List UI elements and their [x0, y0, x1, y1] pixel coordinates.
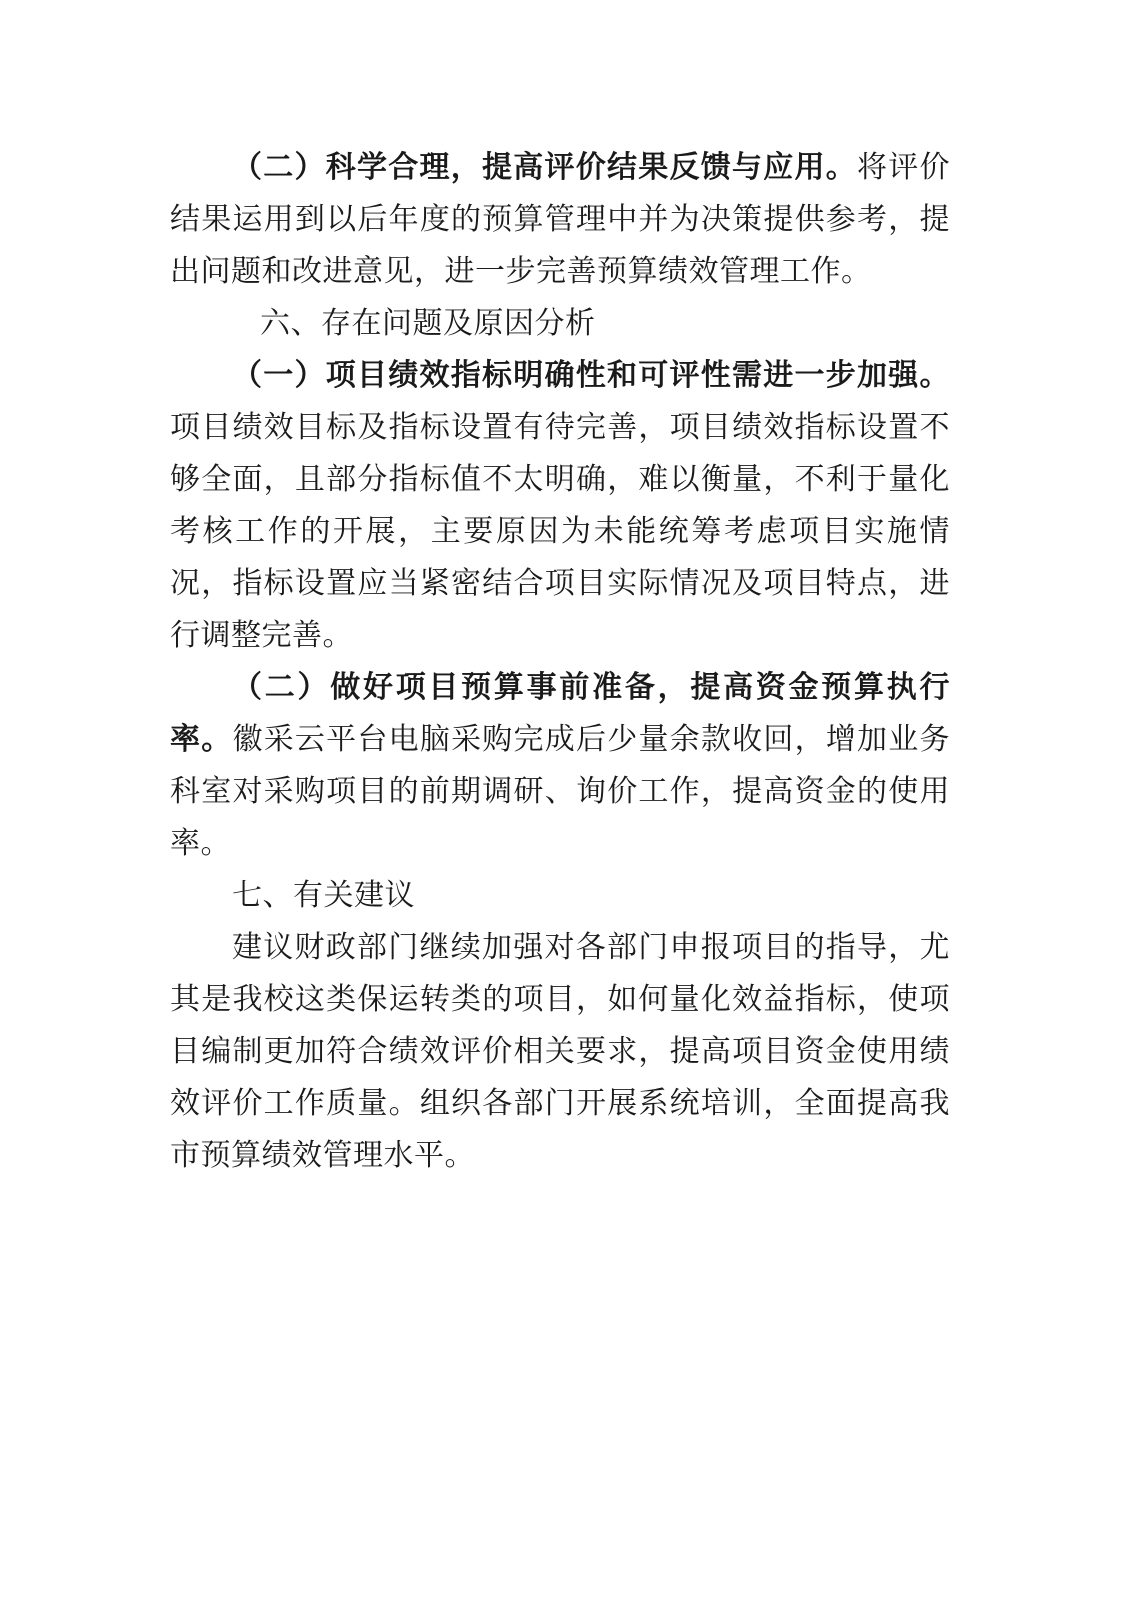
paragraph-suggestions: [170, 922, 950, 1182]
paragraph-text: 徽采云平台电脑采购完成后少量余款收回，增加业务科室对采购项目的前期调研、询价工作，提高资金的使用率。: [170, 722, 951, 861]
document-body: [170, 142, 950, 1182]
paragraph-budget-preparation: [170, 662, 950, 870]
paragraph-text: 建议财政部门继续加强对各部门申报项目的指导，尤其是我校这类保运转类的项目，如何量化效益指标，使项目编制更加符合绩效评价相关要求，提高项目资金使用绩效评价工作质量。组织各部门开展系统培训，全面提高我市预算绩效管理水平。: [170, 930, 950, 1173]
paragraph-lead: （二）做好项目预算事前准备，提高资金预算执行率。: [170, 670, 950, 757]
paragraph-indicator-clarity: [170, 350, 950, 662]
section-heading-suggestions: 七、有关建议: [232, 878, 415, 913]
paragraph-lead: （一）项目绩效指标明确性和可评性需进一步加强。: [232, 358, 950, 393]
section-heading-problems: 六、存在问题及原因分析: [260, 306, 596, 341]
paragraph-lead: （二）科学合理，提高评价结果反馈与应用。: [232, 150, 857, 185]
paragraph-text: 将评价结果运用到以后年度的预算管理中并为决策提供参考，提出问题和改进意见，进一步完善预算绩效管理工作。: [170, 150, 950, 289]
paragraph-feedback-application: [170, 142, 950, 298]
paragraph-text: 项目绩效目标及指标设置有待完善，项目绩效指标设置不够全面，且部分指标值不太明确，难以衡量，不利于量化考核工作的开展，主要原因为未能统筹考虑项目实施情况，指标设置应当紧密结合项目实际情况及项目特点，进行调整完善。: [170, 410, 950, 653]
